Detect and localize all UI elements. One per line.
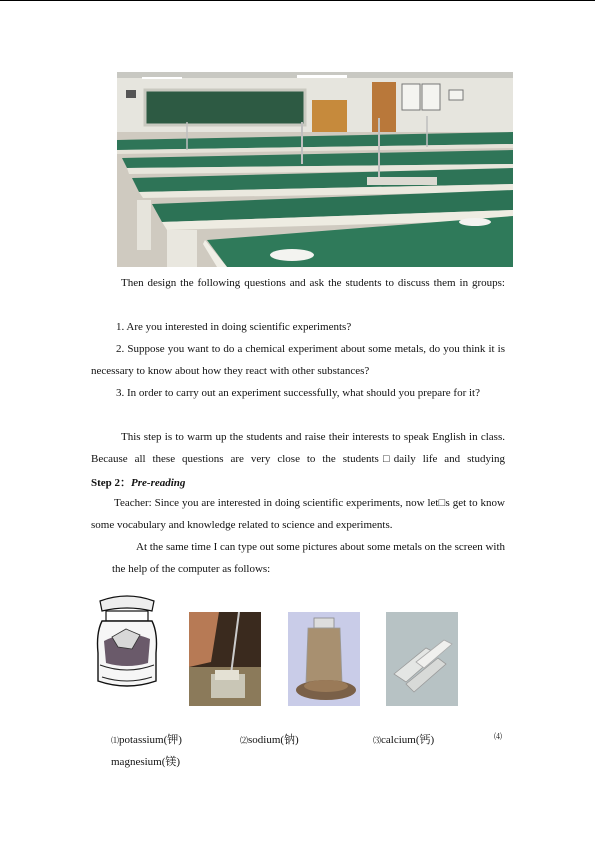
teacher-paragraph: Teacher: Since you are interested in doing scientific experiments, now let□s get to know some vocabulary and knowledge related to science and experiments. xyxy=(91,497,505,531)
caption-3-number: ⑶ xyxy=(373,736,381,745)
potassium-jar-image xyxy=(92,593,162,693)
caption-3-text: calcium(钙) xyxy=(381,734,435,746)
laboratory-photo xyxy=(117,72,513,267)
step-2-prefix: Step 2： xyxy=(91,477,132,489)
caption-sodium xyxy=(240,731,299,747)
intro-paragraph: Then design the following questions and ask the students to discuss them in groups: xyxy=(121,277,505,289)
sodium-cutting-image xyxy=(189,612,261,706)
caption-potassium xyxy=(111,731,182,747)
warm-up-paragraph: This step is to warm up the students and raise their interests to speak English in class. Because all these questions are very close to the students□daily life and studying xyxy=(91,431,505,465)
caption-calcium xyxy=(373,731,434,747)
step-2-title: Pre-reading xyxy=(131,477,186,489)
caption-4-number: ⑷ xyxy=(494,732,502,741)
caption-1-number: ⑴ xyxy=(111,736,119,745)
caption-2-text: sodium(钠) xyxy=(248,734,299,746)
caption-2-number: ⑵ xyxy=(240,736,248,745)
pictures-paragraph: At the same time I can type out some pictures about some metals on the screen with the help of the computer as follows: xyxy=(112,541,506,575)
question-2: 2. Suppose you want to do a chemical experiment about some metals, do you think it is necessary to know about how they react with other substances? xyxy=(91,343,505,377)
question-3: 3. In order to carry out an experiment successfully, what should you prepare for it? xyxy=(116,387,480,399)
caption-magnesium: magnesium(镁) xyxy=(111,756,181,768)
question-1: 1. Are you interested in doing scientific experiments? xyxy=(116,321,352,333)
caption-1-text: potassium(钾) xyxy=(119,734,182,746)
magnesium-strips-image xyxy=(386,612,458,706)
page-top-rule xyxy=(0,0,595,1)
calcium-bottle-image xyxy=(288,612,360,706)
step-2-heading xyxy=(91,474,185,490)
